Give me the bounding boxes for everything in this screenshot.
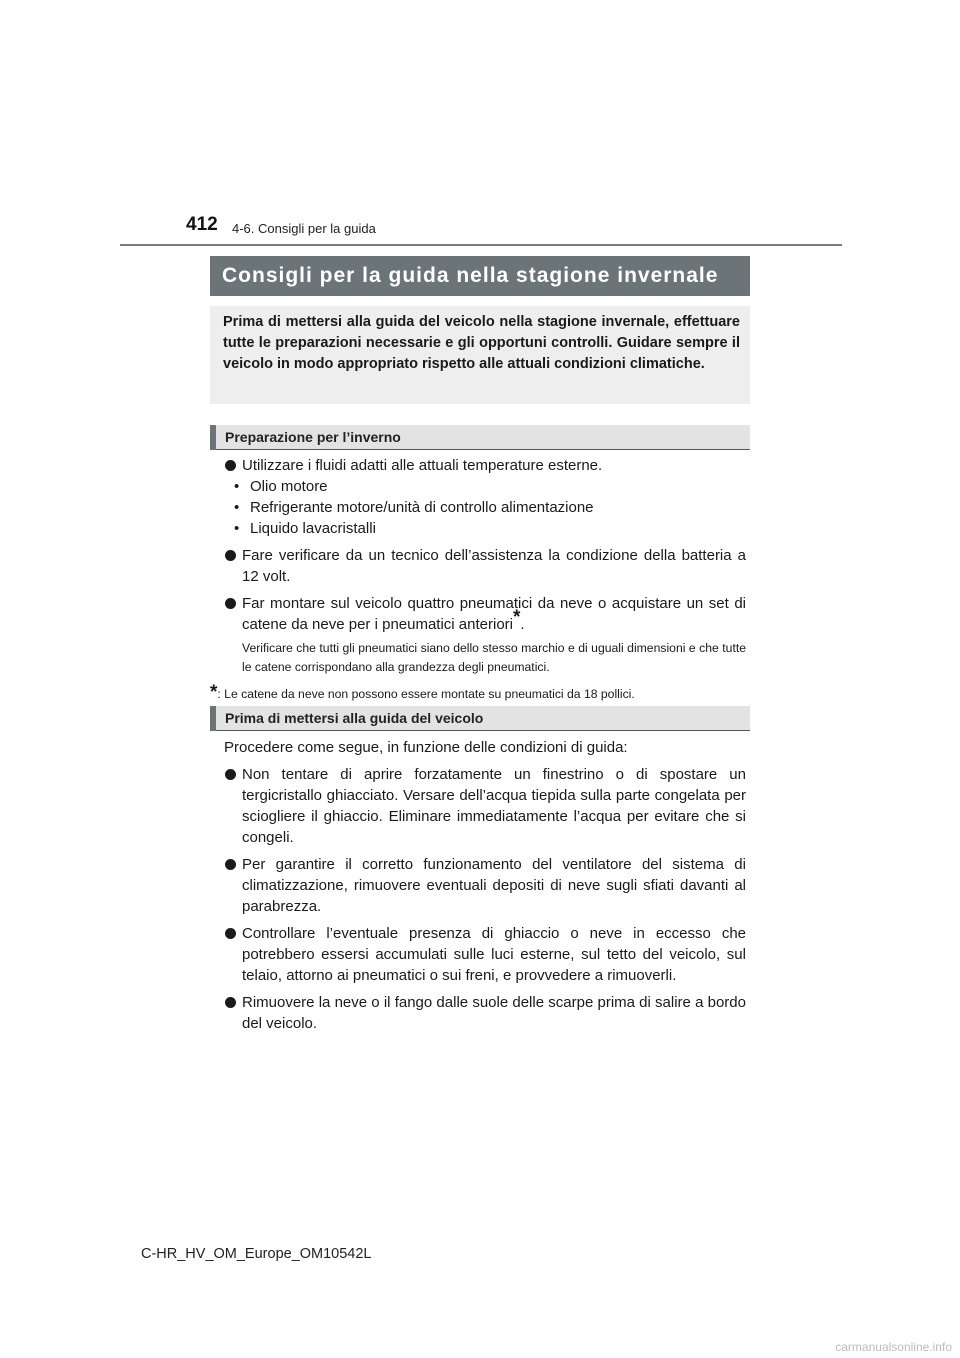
sub-bullet-icon: • bbox=[234, 520, 240, 537]
section-intro: Procedere come segue, in funzione delle condizioni di guida: bbox=[224, 739, 628, 756]
section-winter-preparation bbox=[210, 455, 746, 704]
list-item bbox=[224, 455, 746, 476]
section-heading-before-driving: Prima di mettersi alla guida del veicolo bbox=[210, 706, 750, 731]
list-item bbox=[224, 593, 746, 635]
list-item-text: Non tentare di aprire forzatamente un finestrino o di spostare un tergicristallo ghiacciato. Versare dell’acqua tiepida sulla parte congelata per sciogliere il ghiaccio. Eliminare immediatamente l’acqua per evitare che si congeli. bbox=[242, 766, 746, 846]
list-item-text: Rimuovere la neve o il fango dalle suole delle scarpe prima di salire a bordo del veicolo. bbox=[242, 994, 746, 1032]
sub-list-item bbox=[224, 518, 746, 539]
list-item bbox=[224, 923, 746, 986]
footnote-marker: * bbox=[210, 682, 218, 703]
list-item-text: Per garantire il corretto funzionamento del ventilatore del sistema di climatizzazione, rimuovere eventuali depositi di neve sugli sfiati davanti al parabrezza. bbox=[242, 856, 746, 915]
footnote bbox=[210, 682, 746, 704]
sub-list-item-text: Olio motore bbox=[250, 478, 328, 495]
page-number: 412 bbox=[186, 214, 218, 235]
bullet-icon bbox=[225, 928, 236, 939]
list-item bbox=[224, 854, 746, 917]
list-item bbox=[224, 764, 746, 848]
intro-box: Prima di mettersi alla guida del veicolo nella stagione invernale, effettuare tutte le preparazioni necessarie e gli opportuni controlli. Guidare sempre il veicolo in modo appropriato rispetto alle attuali condizioni climatiche. bbox=[210, 306, 750, 404]
bullet-icon bbox=[225, 859, 236, 870]
header-divider bbox=[120, 244, 842, 246]
watermark: carmanualsonline.info bbox=[835, 1340, 952, 1354]
bullet-icon bbox=[225, 550, 236, 561]
list-item-text: Fare verificare da un tecnico dell’assistenza la condizione della batteria a 12 volt. bbox=[242, 547, 746, 585]
sub-bullet-icon: • bbox=[234, 478, 240, 495]
list-item bbox=[224, 545, 746, 587]
list-item bbox=[224, 992, 746, 1034]
breadcrumb: 4-6. Consigli per la guida bbox=[232, 221, 376, 236]
footnote-marker: * bbox=[513, 607, 521, 628]
note-text: Verificare che tutti gli pneumatici siano dello stesso marchio e di uguali dimensioni e che tutte le catene corrispondano alla grandezza degli pneumatici. bbox=[242, 641, 746, 674]
section-before-driving bbox=[224, 737, 746, 1040]
sub-list bbox=[224, 476, 746, 539]
footer-document-code: C-HR_HV_OM_Europe_OM10542L bbox=[141, 1246, 372, 1262]
footnote-text: : Le catene da neve non possono essere montate su pneumatici da 18 pollici. bbox=[217, 687, 635, 701]
list-item-text: Utilizzare i fluidi adatti alle attuali temperature esterne. bbox=[242, 457, 603, 474]
bullet-icon bbox=[225, 997, 236, 1008]
bullet-icon bbox=[225, 769, 236, 780]
sub-list-item bbox=[224, 497, 746, 518]
sub-list-item bbox=[224, 476, 746, 497]
sub-list-item-text: Liquido lavacristalli bbox=[250, 520, 376, 537]
bullet-icon bbox=[225, 460, 236, 471]
list-item-text: Controllare l’eventuale presenza di ghiaccio o neve in eccesso che potrebbero essersi accumulati sulle luci esterne, sul tetto del veicolo, sul telaio, attorno ai pneumatici o sui freni, e provvedere a rimuoverli. bbox=[242, 925, 746, 984]
sub-bullet-icon: • bbox=[234, 499, 240, 516]
bullet-icon bbox=[225, 598, 236, 609]
list-item-text: Far montare sul veicolo quattro pneumatici da neve o acquistare un set di catene da neve per i pneumatici anteriori bbox=[242, 595, 746, 633]
sub-list-item-text: Refrigerante motore/unità di controllo alimentazione bbox=[250, 499, 594, 516]
section-heading-winter-preparation: Preparazione per l’inverno bbox=[210, 425, 750, 450]
page-title: Consigli per la guida nella stagione invernale bbox=[210, 256, 750, 296]
list-item-text-end: . bbox=[520, 616, 525, 633]
